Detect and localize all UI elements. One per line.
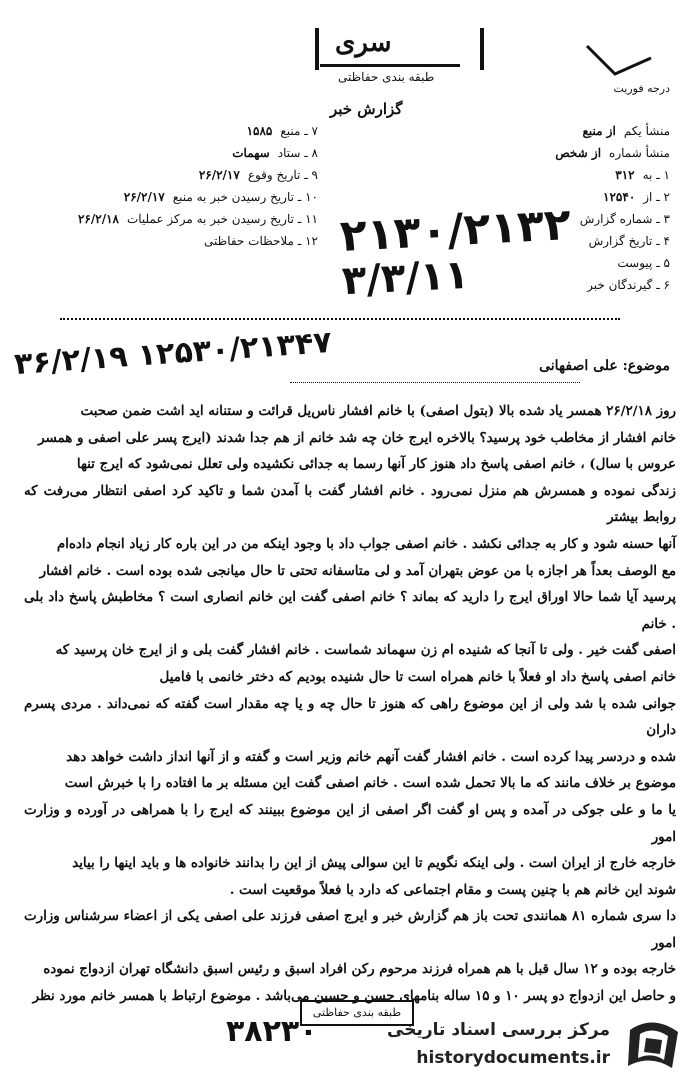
body-line: شده و دردسر پیدا کرده است . خانم افشار گفت آنهم خانم وزیر است و گفته و از آنها انداز داشت خواهد دهد <box>66 748 676 765</box>
field-value: ۱۵۸۵ <box>246 124 273 138</box>
protection-label: طبقه بندی حفاظتی <box>338 70 435 84</box>
archive-logo-icon <box>622 1018 684 1076</box>
subject-line: موضوع: علی اصفهانی <box>539 358 670 374</box>
watermark-text-en: historydocuments.ir <box>416 1048 610 1068</box>
section-divider <box>60 318 620 320</box>
field-value: ۲۶/۲/۱۷ <box>123 190 165 204</box>
field-row <box>450 252 670 274</box>
footer-protection-stamp: طبقه بندی حفاظتی <box>300 1000 414 1026</box>
handwritten-reference-number: ۳۶/۲/۱۹ ۱۲۵۳۰/۲۱۳۴۷ <box>13 324 333 383</box>
field-label: ۸ ـ ستاد <box>277 146 318 160</box>
body-line: خانم افشار از مخاطب خود پرسید؟ بالاخره ایرج خان چه شد خانم از هم جدا شدند (ایرج پسر علی اصفی و همسر <box>38 429 676 446</box>
handwritten-registration-date: ۳/۳/۱۱ <box>340 251 470 305</box>
watermark-text-fa: مرکز بررسی اسناد تاریخی <box>387 1020 610 1040</box>
field-label: ۷ ـ منبع <box>280 124 318 138</box>
field-label: منشأ شماره <box>609 146 670 160</box>
classification-bracket-left <box>315 28 319 70</box>
body-line: شوند این خانم هم با چنین پست و مقام اجتماعی که دارد با فعلاً موقعیت است . <box>229 881 676 898</box>
body-line: پرسید آیا شما حالا اوراق ایرج را دارید که بماند ؟ خانم اصفی گفت این خانم انصاری است ؟ مخاطبش پاسخ داد بلی . خانم <box>24 589 676 632</box>
handwritten-footer-number: ۳۸۲۳۰ <box>226 1014 318 1049</box>
subject-underline <box>290 382 580 383</box>
archive-watermark <box>387 1018 690 1076</box>
body-line: آنها حسنه شود و کار به جدائی نکشد . خانم اصفی جواب داد با وجود اینکه من در این باره کار زیاد انجام داده‌ام <box>56 535 676 552</box>
priority-label: درجه فوریت <box>613 82 670 95</box>
classification-stamp: سری <box>335 28 392 58</box>
field-label: ۱ ـ به <box>642 168 670 182</box>
body-line: مع الوصف بعداً هر اجازه با من عوض بتهران آمد و لی متاسفانه تحتی تا حال میانجی شده بوده است . خانم افشار <box>39 562 676 579</box>
field-row <box>18 120 318 142</box>
field-label: ۶ ـ گیرندگان خبر <box>587 278 670 292</box>
field-label: ۱۲ ـ ملاحظات حفاظتی <box>204 234 318 248</box>
field-row <box>18 230 318 252</box>
field-label: ۱۱ ـ تاریخ رسیدن خبر به مرکز عملیات <box>126 212 318 226</box>
handwritten-registration-number: ۲۱۳۰/۲۱۳۲ <box>338 198 573 263</box>
corner-check-mark <box>585 40 655 86</box>
field-value: از شخص <box>555 146 602 160</box>
body-line: و حاصل این ازدواج دو پسر ۱۰ و ۱۵ ساله بنامهای حسن و حسین می‌باشد . موضوع ارتباط با همسر خانم مورد نظر <box>32 988 676 1005</box>
field-label: ۱۰ ـ تاریخ رسیدن خبر به منبع <box>172 190 318 204</box>
body-line: اصفی گفت خیر . ولی تا آنجا که شنیده ام زن سهماند شماست . خانم افشار گفت بلی و از ایرج خان پرسید که <box>55 642 676 659</box>
body-line: دا سری شماره ۸۱ همانندی تحت باز هم گزارش خبر و ایرج اصفی فرزند علی اصفی یکی از اعضاء سرشناس وزارت امور <box>24 908 676 951</box>
field-row <box>450 120 670 142</box>
field-row <box>18 164 318 186</box>
field-value: از منبع <box>582 124 616 138</box>
body-line: خارجه بوده و ۱۲ سال قبل با هم همراه فرزند مرحوم رکن افراد اسبق و رئیس اسبق دانشگاه تهران ازدواج نموده <box>43 961 676 978</box>
field-row <box>18 186 318 208</box>
classification-underline <box>320 64 460 67</box>
field-row <box>18 142 318 164</box>
field-row <box>18 208 318 230</box>
field-label: ۳ ـ شماره گزارش <box>579 212 670 226</box>
field-label: ۹ ـ تاریخ وقوع <box>247 168 318 182</box>
field-row <box>450 164 670 186</box>
body-line: جوانی شده با شد ولی از این موضوع راهی که هنوز تا حال چه و یا چه مقدار است گفته که نمی‌داند . مردی پسرم داران <box>24 695 676 739</box>
body-line: عروس با سال) ، خانم اصفی پاسخ داد هنوز کار آنها رسما به جدائی نکشیده ولی تعلل نمی‌شود که ایرج تنها <box>76 456 676 473</box>
body-line: روز ۲۶/۲/۱۸ همسر یاد شده بالا (بتول اصفی) با خانم افشار ناس‌یل قرائت و ستنانه اید اشت ضمن صحبت <box>80 403 676 419</box>
classification-bracket-right <box>480 28 484 70</box>
field-value: ۱۲۵۴۰ <box>603 190 636 204</box>
body-line: یا ما و علی جوکی در آمده و پس او گفت اگر اصفی از این موضوع ببینند که ایرج را با همراهی در آورده و وزارت امور <box>24 801 676 845</box>
report-body <box>24 398 676 1010</box>
field-value: سهمات <box>232 146 270 160</box>
field-value: ۲۶/۲/۱۸ <box>77 212 119 226</box>
body-line: خانم اصفی پاسخ داد او فعلاً با خانم همراه است تا حال شنیده بودیم که دختر خانمی با فامیل <box>159 668 676 685</box>
field-label: ۵ ـ پیوست <box>617 256 670 270</box>
body-line: خارجه خارج از ایران است . ولی اینکه نگویم تا این سوالی پیش از این را بدانند خانواده ها و باید اینها را بیاید <box>72 855 676 872</box>
field-label: ۲ ـ از <box>643 190 670 204</box>
field-label: ۴ ـ تاریخ گزارش <box>588 234 670 248</box>
field-value: ۲۶/۲/۱۷ <box>198 168 240 182</box>
body-line: موضوع بر خلاف مانند که ما بالا تحمل شده است . خانم اصفی گفت این مسئله بر ما افتاده را با خبرش است <box>64 775 676 792</box>
field-value: ۳۱۲ <box>615 168 635 182</box>
report-title: گزارش خبر <box>330 100 403 118</box>
field-label: منشأ یکم <box>623 124 670 138</box>
body-line: زندگی نموده و همسرش هم منزل نمی‌رود . خانم افشار گفت با آمدن شما و تاکید کرد اصفی انتظار می‌رفت که روابط بیشتر <box>24 482 676 526</box>
field-row <box>450 142 670 164</box>
field-row <box>450 274 670 296</box>
left-fields-block <box>18 120 318 252</box>
